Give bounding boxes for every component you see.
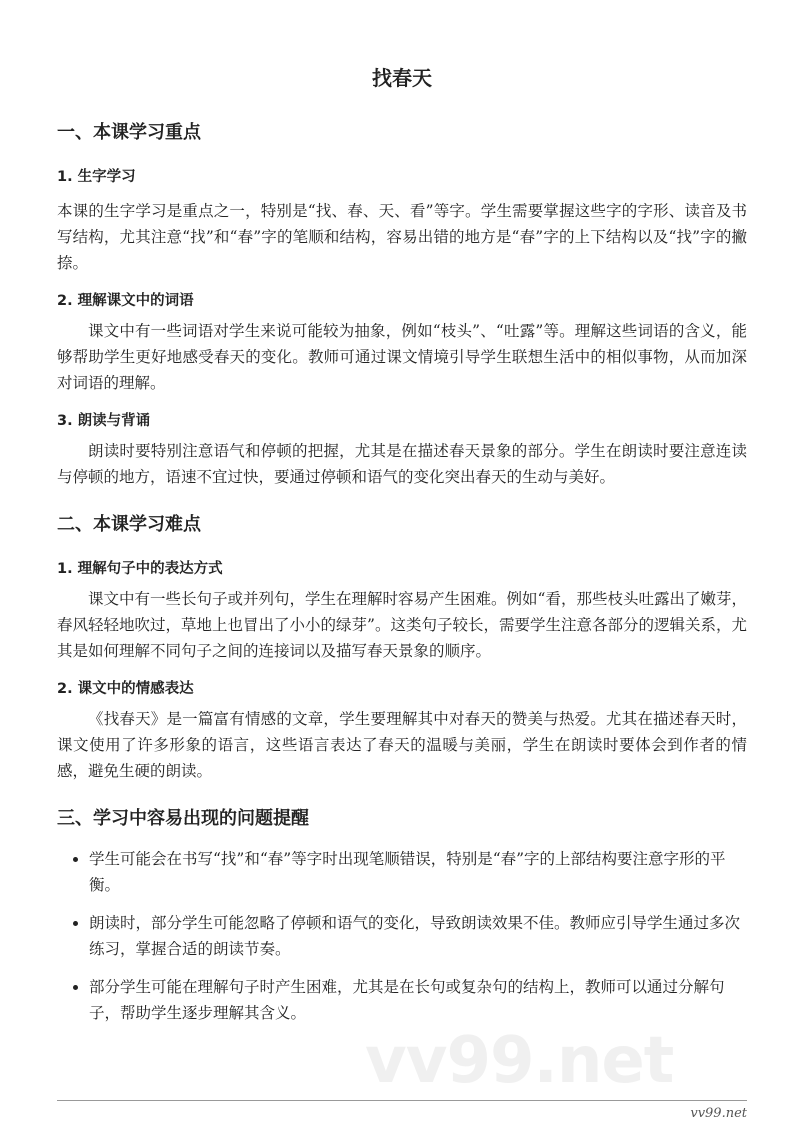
paragraph: 课文中有一些长句子或并列句，学生在理解时容易产生困难。例如“看，那些枝头吐露出了嫩芽，春风轻轻地吹过，草地上也冒出了小小的绿芽”。这类句子较长，需要学生注意各部分的逻辑关系，尤其是如何理解不同句子之间的连接词以及描写春天景象的顺序。 bbox=[57, 590, 747, 660]
document-title: 找春天 bbox=[372, 66, 432, 90]
watermark: vv99.net bbox=[365, 1024, 674, 1098]
subsection-heading: 3. 朗读与背诵 bbox=[57, 413, 151, 429]
list-item: • 学生可能会在书写“找”和“春”等字时出现笔顺错误，特别是“春”字的上部结构要注意字形的平衡。 bbox=[89, 846, 747, 898]
document-page bbox=[57, 0, 747, 1123]
subsection-2-2 bbox=[57, 678, 747, 784]
paragraph: 朗读时要特别注意语气和停顿的把握，尤其是在描述春天景象的部分。学生在朗读时要注意连读与停顿的地方，语速不宜过快，要通过停顿和语气的变化突出春天的生动与美好。 bbox=[57, 442, 747, 486]
subsection-1-3 bbox=[57, 410, 747, 490]
footer-divider bbox=[57, 1100, 747, 1101]
section-heading: 一、本课学习重点 bbox=[57, 122, 201, 143]
subsection-heading: 2. 课文中的情感表达 bbox=[57, 681, 194, 697]
subsection-1-2 bbox=[57, 290, 747, 396]
footer-text: vv99.net bbox=[690, 1106, 747, 1121]
section-2 bbox=[57, 512, 747, 784]
subsection-heading: 1. 理解句子中的表达方式 bbox=[57, 561, 223, 577]
section-1 bbox=[57, 120, 747, 490]
section-heading: 二、本课学习难点 bbox=[57, 514, 201, 535]
paragraph: 《找春天》是一篇富有情感的文章，学生要理解其中对春天的赞美与热爱。尤其在描述春天时，课文使用了许多形象的语言，这些语言表达了春天的温暖与美丽，学生在朗读时要体会到作者的情感，避免生硬的朗读。 bbox=[57, 710, 747, 780]
list-item: • 朗读时，部分学生可能忽略了停顿和语气的变化，导致朗读效果不佳。教师应引导学生通过多次练习，掌握合适的朗读节奏。 bbox=[89, 910, 747, 962]
list-item: • 部分学生可能在理解句子时产生困难，尤其是在长句或复杂句的结构上，教师可以通过分解句子，帮助学生逐步理解其含义。 bbox=[89, 974, 747, 1026]
section-heading: 三、学习中容易出现的问题提醒 bbox=[57, 808, 309, 829]
paragraph: 课文中有一些词语对学生来说可能较为抽象，例如“枝头”、“吐露”等。理解这些词语的含义，能够帮助学生更好地感受春天的变化。教师可通过课文情境引导学生联想生活中的相似事物，从而加深对词语的理解。 bbox=[57, 322, 747, 392]
subsection-1-1 bbox=[57, 166, 747, 276]
subsection-heading: 2. 理解课文中的词语 bbox=[57, 293, 194, 309]
subsection-heading: 1. 生字学习 bbox=[57, 169, 136, 185]
reminder-list bbox=[57, 846, 747, 1026]
section-3 bbox=[57, 806, 747, 1026]
paragraph: 本课的生字学习是重点之一，特别是“找、春、天、看”等字。学生需要掌握这些字的字形、读音及书写结构，尤其注意“找”和“春”字的笔顺和结构，容易出错的地方是“春”字的上下结构以及“找”字的撇捺。 bbox=[57, 202, 747, 272]
subsection-2-1 bbox=[57, 558, 747, 664]
